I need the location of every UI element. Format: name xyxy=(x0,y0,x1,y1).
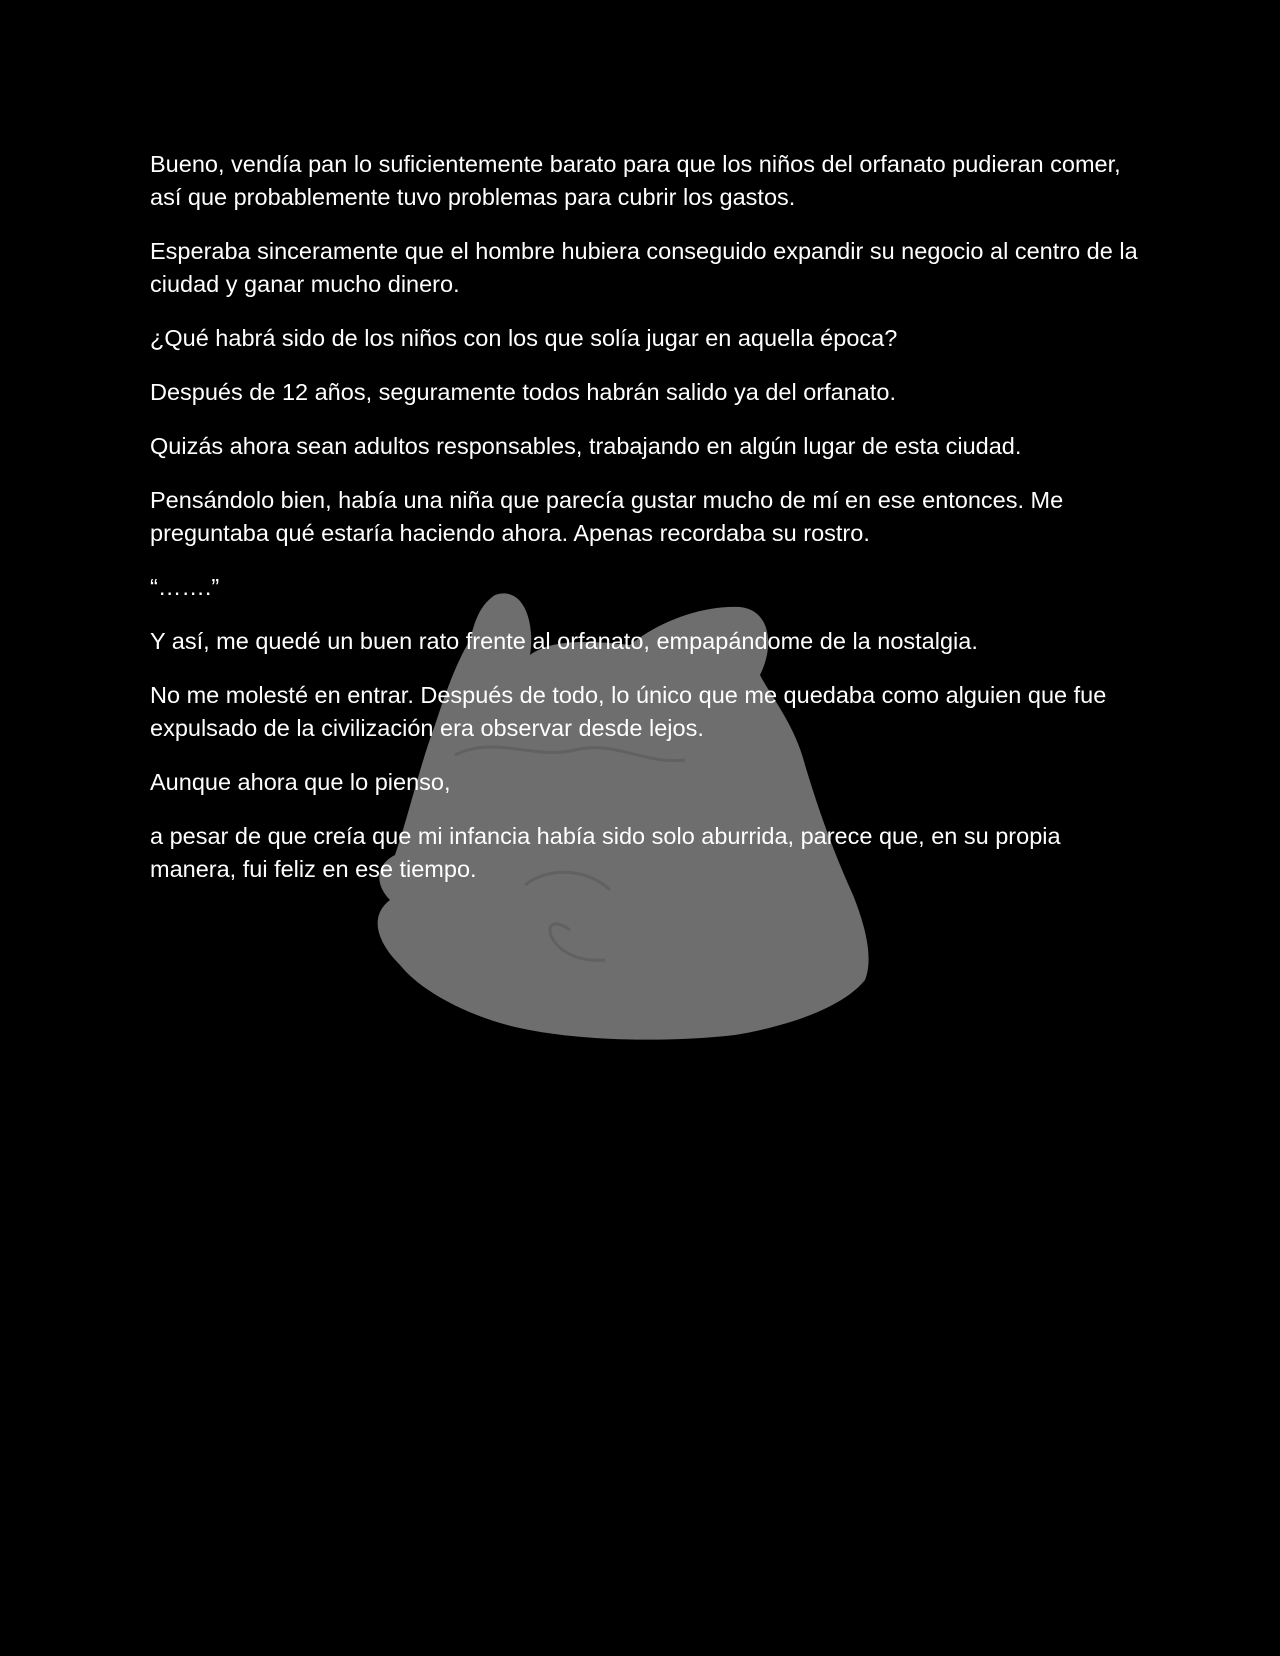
paragraph: Después de 12 años, seguramente todos habrán salido ya del orfanato. xyxy=(150,379,896,405)
paragraph: Bueno, vendía pan lo suficientemente barato para que los niños del orfanato pudieran comer, así que probablemente tuvo problemas para cubrir los gastos. xyxy=(150,151,1121,210)
paragraph: “…….” xyxy=(150,574,220,600)
paragraph: Y así, me quedé un buen rato frente al orfanato, empapándome de la nostalgia. xyxy=(150,628,978,654)
paragraph: Pensándolo bien, había una niña que parecía gustar mucho de mí en ese entonces. Me preguntaba qué estaría haciendo ahora. Apenas recordaba su rostro. xyxy=(150,487,1064,546)
paragraph: Aunque ahora que lo pienso, xyxy=(150,769,451,795)
paragraph: Esperaba sinceramente que el hombre hubiera conseguido expandir su negocio al centro de la ciudad y ganar mucho dinero. xyxy=(150,238,1138,297)
paragraph: Quizás ahora sean adultos responsables, trabajando en algún lugar de esta ciudad. xyxy=(150,433,1022,459)
paragraph: No me molesté en entrar. Después de todo, lo único que me quedaba como alguien que fue expulsado de la civilización era observar desde lejos. xyxy=(150,682,1107,741)
story-text xyxy=(150,148,1140,907)
paragraph: a pesar de que creía que mi infancia había sido solo aburrida, parece que, en su propia manera, fui feliz en ese tiempo. xyxy=(150,823,1061,882)
paragraph: ¿Qué habrá sido de los niños con los que solía jugar en aquella época? xyxy=(150,325,898,351)
